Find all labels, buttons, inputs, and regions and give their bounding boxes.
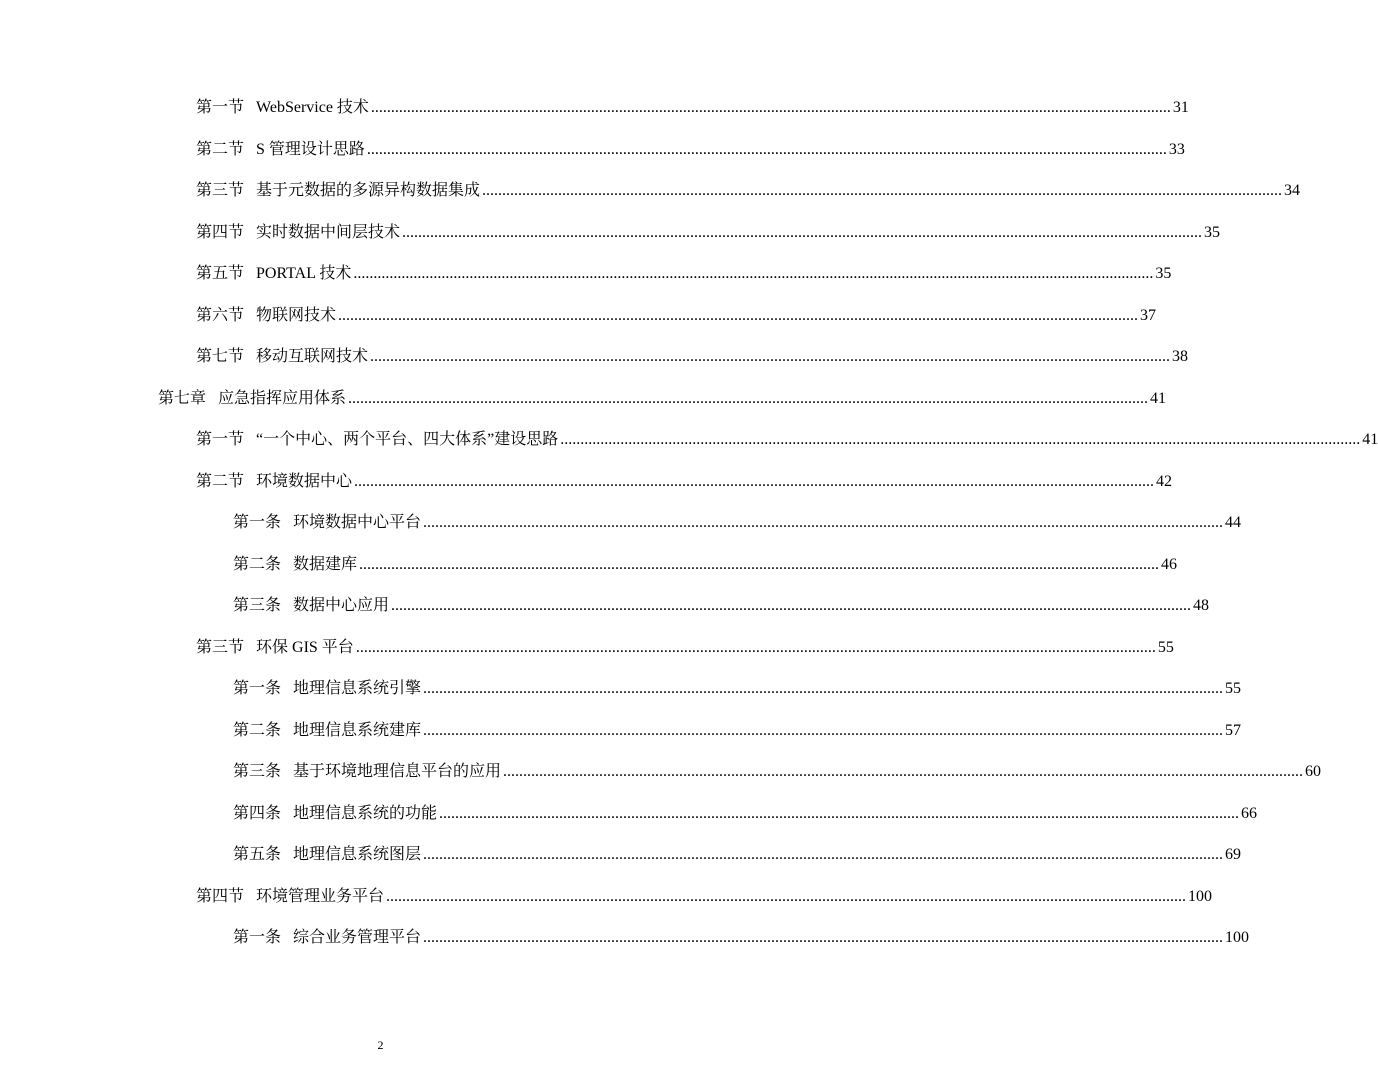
toc-entry-title: 综合业务管理平台 xyxy=(293,929,422,946)
toc-entry-number: 第一节 xyxy=(196,431,245,448)
toc-entry-title: 环境数据中心 xyxy=(256,473,353,490)
toc-entry-number: 第三条 xyxy=(233,763,282,780)
toc-entry-title: 数据建库 xyxy=(293,556,358,573)
toc-entry-number: 第五节 xyxy=(196,265,245,282)
toc-entry xyxy=(196,636,1174,660)
toc-entry-number: 第四节 xyxy=(196,888,245,905)
toc-entry xyxy=(233,843,1242,867)
toc-entry xyxy=(233,719,1242,743)
toc-entry xyxy=(233,926,1250,950)
toc-leader-dots: ........................................................................................................................................................................................................ xyxy=(423,846,1224,863)
toc-entry-number: 第一节 xyxy=(196,99,245,116)
toc-entry-page: 44 xyxy=(1225,514,1242,531)
toc-entry-title: 地理信息系统引擎 xyxy=(293,680,422,697)
toc-entry-page: 48 xyxy=(1193,597,1210,614)
toc-entry-number: 第一条 xyxy=(233,514,282,531)
toc-entry-page: 35 xyxy=(1204,224,1221,241)
toc-entry-page: 41 xyxy=(1362,431,1378,448)
toc-leader-dots: ........................................................................................................................................................................................................ xyxy=(355,639,1156,656)
toc-entry-page: 37 xyxy=(1140,307,1157,324)
toc-entry-number: 第一条 xyxy=(233,929,282,946)
toc-entry-page: 55 xyxy=(1157,639,1174,656)
toc-entry xyxy=(196,470,1173,494)
toc-leader-dots: ........................................................................................................................................................................................................ xyxy=(370,99,1171,116)
toc-entry-number: 第二节 xyxy=(196,141,245,158)
toc-entry-title: 移动互联网技术 xyxy=(256,348,369,365)
toc-entry xyxy=(196,304,1157,328)
toc-leader-dots: ........................................................................................................................................................................................................ xyxy=(370,348,1171,365)
toc-entry-number: 第四条 xyxy=(233,805,282,822)
toc-entry-title: 环境数据中心平台 xyxy=(293,514,422,531)
toc-entry-title: 环保 GIS 平台 xyxy=(256,639,354,656)
toc-leader-dots: ........................................................................................................................................................................................................ xyxy=(503,763,1304,780)
toc-leader-dots: ........................................................................................................................................................................................................ xyxy=(423,929,1224,946)
toc-entry-number: 第一条 xyxy=(233,680,282,697)
toc-entry-page: 38 xyxy=(1172,348,1189,365)
toc-entry-page: 33 xyxy=(1168,141,1185,158)
toc-entry xyxy=(196,96,1189,120)
toc-entry-page: 46 xyxy=(1161,556,1178,573)
toc-entry xyxy=(233,760,1322,784)
toc-entry-title: 地理信息系统建库 xyxy=(293,722,422,739)
toc-entry xyxy=(196,138,1185,162)
toc-entry-title: 地理信息系统的功能 xyxy=(293,805,438,822)
toc-entry-number: 第二条 xyxy=(233,722,282,739)
toc-leader-dots: ........................................................................................................................................................................................................ xyxy=(353,265,1154,282)
toc-entry-title: 数据中心应用 xyxy=(293,597,390,614)
toc-leader-dots: ........................................................................................................................................................................................................ xyxy=(423,680,1224,697)
toc-entry-title: 基于环境地理信息平台的应用 xyxy=(293,763,502,780)
toc-entry-title: 环境管理业务平台 xyxy=(256,888,385,905)
toc-entry-title: 地理信息系统图层 xyxy=(293,846,422,863)
toc-entry-number: 第三条 xyxy=(233,597,282,614)
toc-entry-title: “一个中心、两个平台、四大体系”建设思路 xyxy=(256,431,559,448)
toc-leader-dots: ........................................................................................................................................................................................................ xyxy=(391,597,1192,614)
toc-entry xyxy=(233,802,1258,826)
toc-entry xyxy=(196,262,1172,286)
toc-entry-page: 55 xyxy=(1225,680,1242,697)
toc-entry-page: 60 xyxy=(1305,763,1322,780)
toc-entry xyxy=(196,885,1213,909)
toc-leader-dots: ........................................................................................................................................................................................................ xyxy=(359,556,1160,573)
toc-leader-dots: ........................................................................................................................................................................................................ xyxy=(338,307,1139,324)
toc-leader-dots: ........................................................................................................................................................................................................ xyxy=(366,141,1167,158)
toc-entry xyxy=(233,594,1210,618)
toc-leader-dots: ........................................................................................................................................................................................................ xyxy=(348,390,1149,407)
toc-entry xyxy=(196,179,1301,203)
toc-leader-dots: ........................................................................................................................................................................................................ xyxy=(386,888,1187,905)
toc-entry xyxy=(196,345,1189,369)
toc-entry-title: 基于元数据的多源异构数据集成 xyxy=(256,182,481,199)
toc-entry-title: WebService 技术 xyxy=(256,99,369,116)
toc-leader-dots: ........................................................................................................................................................................................................ xyxy=(482,182,1283,199)
toc-entry xyxy=(196,428,1378,452)
toc-leader-dots: ........................................................................................................................................................................................................ xyxy=(560,431,1361,448)
toc-entry-title: 实时数据中间层技术 xyxy=(256,224,401,241)
toc-leader-dots: ........................................................................................................................................................................................................ xyxy=(354,473,1155,490)
toc-entry-title: S 管理设计思路 xyxy=(256,141,365,158)
toc-entry-number: 第二节 xyxy=(196,473,245,490)
toc-entry-number: 第三节 xyxy=(196,639,245,656)
toc-entry-page: 34 xyxy=(1284,182,1301,199)
toc-entry xyxy=(158,387,1167,411)
toc-entry xyxy=(196,221,1221,245)
toc-entry-number: 第二条 xyxy=(233,556,282,573)
toc-leader-dots: ........................................................................................................................................................................................................ xyxy=(423,722,1224,739)
toc-entry-title: 应急指挥应用体系 xyxy=(218,390,347,407)
toc-entry xyxy=(233,553,1178,577)
toc-leader-dots: ........................................................................................................................................................................................................ xyxy=(402,224,1203,241)
toc-entry-number: 第五条 xyxy=(233,846,282,863)
toc-entry-number: 第七节 xyxy=(196,348,245,365)
toc-entry-number: 第三节 xyxy=(196,182,245,199)
toc-entry-page: 42 xyxy=(1156,473,1173,490)
toc-entry xyxy=(233,511,1242,535)
toc-entry-page: 100 xyxy=(1225,929,1250,946)
page-number: 2 xyxy=(377,1038,384,1052)
toc-entry-page: 69 xyxy=(1225,846,1242,863)
toc-entry-number: 第四节 xyxy=(196,224,245,241)
toc-entry-page: 35 xyxy=(1155,265,1172,282)
toc-entry-page: 66 xyxy=(1241,805,1258,822)
toc-entry-number: 第七章 xyxy=(158,390,207,407)
toc-entry-title: PORTAL 技术 xyxy=(256,265,352,282)
toc-entry-page: 57 xyxy=(1225,722,1242,739)
toc-entry-number: 第六节 xyxy=(196,307,245,324)
toc-entry-page: 100 xyxy=(1188,888,1213,905)
toc-entry-page: 41 xyxy=(1150,390,1167,407)
toc-entry-page: 31 xyxy=(1172,99,1189,116)
toc-leader-dots: ........................................................................................................................................................................................................ xyxy=(423,514,1224,531)
toc-entry xyxy=(233,677,1242,701)
toc-entry-title: 物联网技术 xyxy=(256,307,337,324)
toc-leader-dots: ........................................................................................................................................................................................................ xyxy=(439,805,1240,822)
